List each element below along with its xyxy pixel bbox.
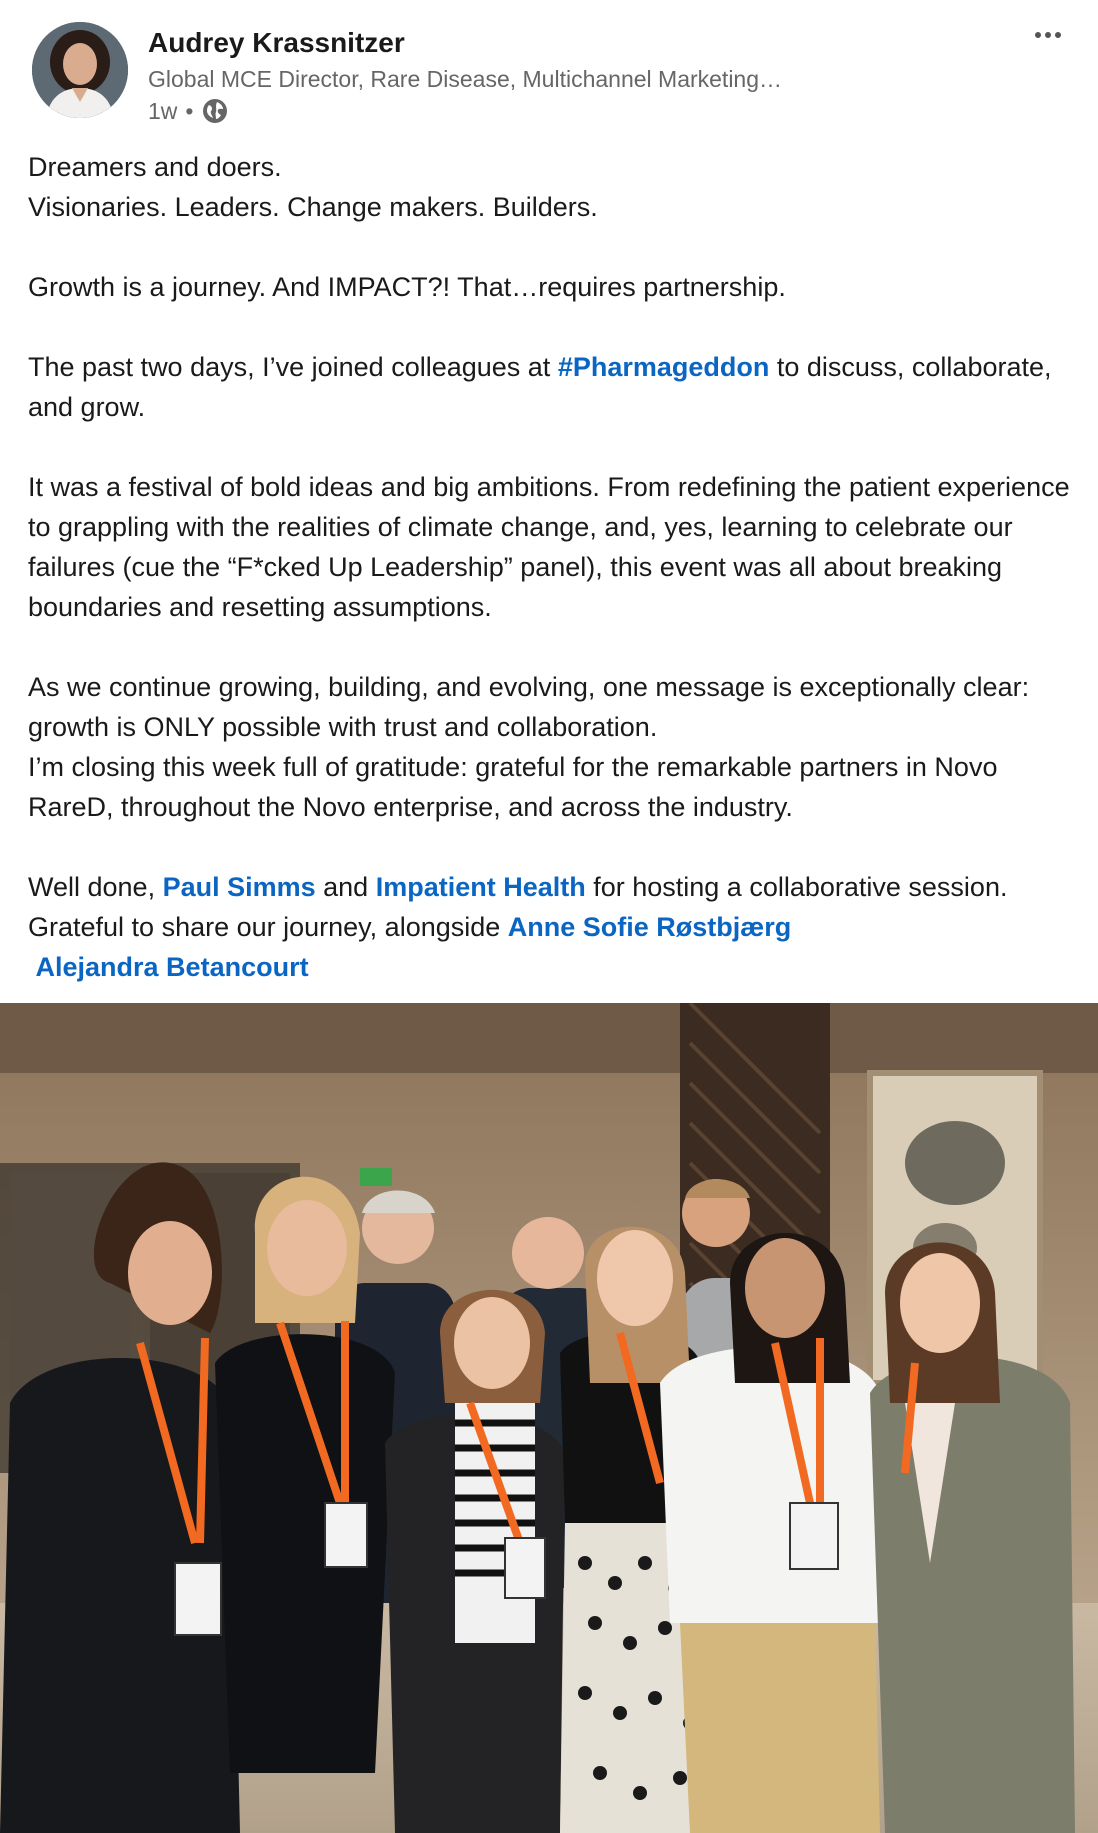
paragraph-4: It was a festival of bold ideas and big ambitions. From redefining the patient experience to grappling with the realities of climate change, and, yes, learning to celebrate our failures (cue the “F*cked Up Leadership” panel), this event was all about breaking boundaries and resetting assumptions. xyxy=(28,472,1070,622)
paragraph-1 xyxy=(28,147,1073,227)
mention-paul-simms[interactable]: Paul Simms xyxy=(162,872,316,902)
paragraph-6-a: Well done, xyxy=(28,872,163,902)
mention-alejandra-betancourt[interactable]: Alejandra Betancourt xyxy=(35,952,309,982)
paragraph-6-b: and xyxy=(315,872,376,902)
paragraph-1-line-2: Visionaries. Leaders. Change makers. Builders. xyxy=(28,192,598,222)
more-options-button[interactable] xyxy=(1028,20,1068,50)
paragraph-5-line-2: I’m closing this week full of gratitude: grateful for the remarkable partners in Novo RareD, throughout the Novo enterprise, and across the industry. xyxy=(28,752,998,822)
paragraph-3-before: The past two days, I’ve joined colleagues at xyxy=(28,352,558,382)
paragraph-6-c: for hosting a collaborative session. Grateful to share our journey, alongside xyxy=(28,872,1008,942)
post-photo[interactable] xyxy=(0,1003,1098,1833)
mention-anne-sofie-rostbjaerg[interactable]: Anne Sofie Røstbjærg xyxy=(507,912,792,942)
globe-icon xyxy=(201,97,229,125)
paragraph-6 xyxy=(28,867,1073,987)
author-name[interactable]: Audrey Krassnitzer xyxy=(148,27,405,58)
mention-impatient-health[interactable]: Impatient Health xyxy=(375,872,586,902)
paragraph-5 xyxy=(28,667,1073,827)
more-horizontal-icon xyxy=(1035,32,1041,38)
author-headline: Global MCE Director, Rare Disease, Multichannel Marketing… xyxy=(148,66,783,92)
group-photo xyxy=(0,1003,1098,1833)
meta-separator: • xyxy=(185,97,194,124)
paragraph-1-line-1: Dreamers and doers. xyxy=(28,152,282,182)
paragraph-5-line-1: As we continue growing, building, and evolving, one message is exceptionally clear: growth is ONLY possible with trust and collaboration. xyxy=(28,672,1030,742)
paragraph-2: Growth is a journey. And IMPACT?! That…requires partnership. xyxy=(28,272,786,302)
post-text xyxy=(28,147,1073,987)
paragraph-3 xyxy=(28,347,1073,427)
avatar-portrait xyxy=(32,22,128,118)
paragraph-3-after: to discuss, collaborate, and grow. xyxy=(28,352,1052,422)
hashtag-pharmageddon-link[interactable]: #Pharmageddon xyxy=(557,352,770,382)
post-meta xyxy=(148,96,229,126)
post-header xyxy=(0,0,1098,135)
post-timestamp: 1w xyxy=(148,97,178,124)
author-avatar[interactable] xyxy=(32,22,128,118)
